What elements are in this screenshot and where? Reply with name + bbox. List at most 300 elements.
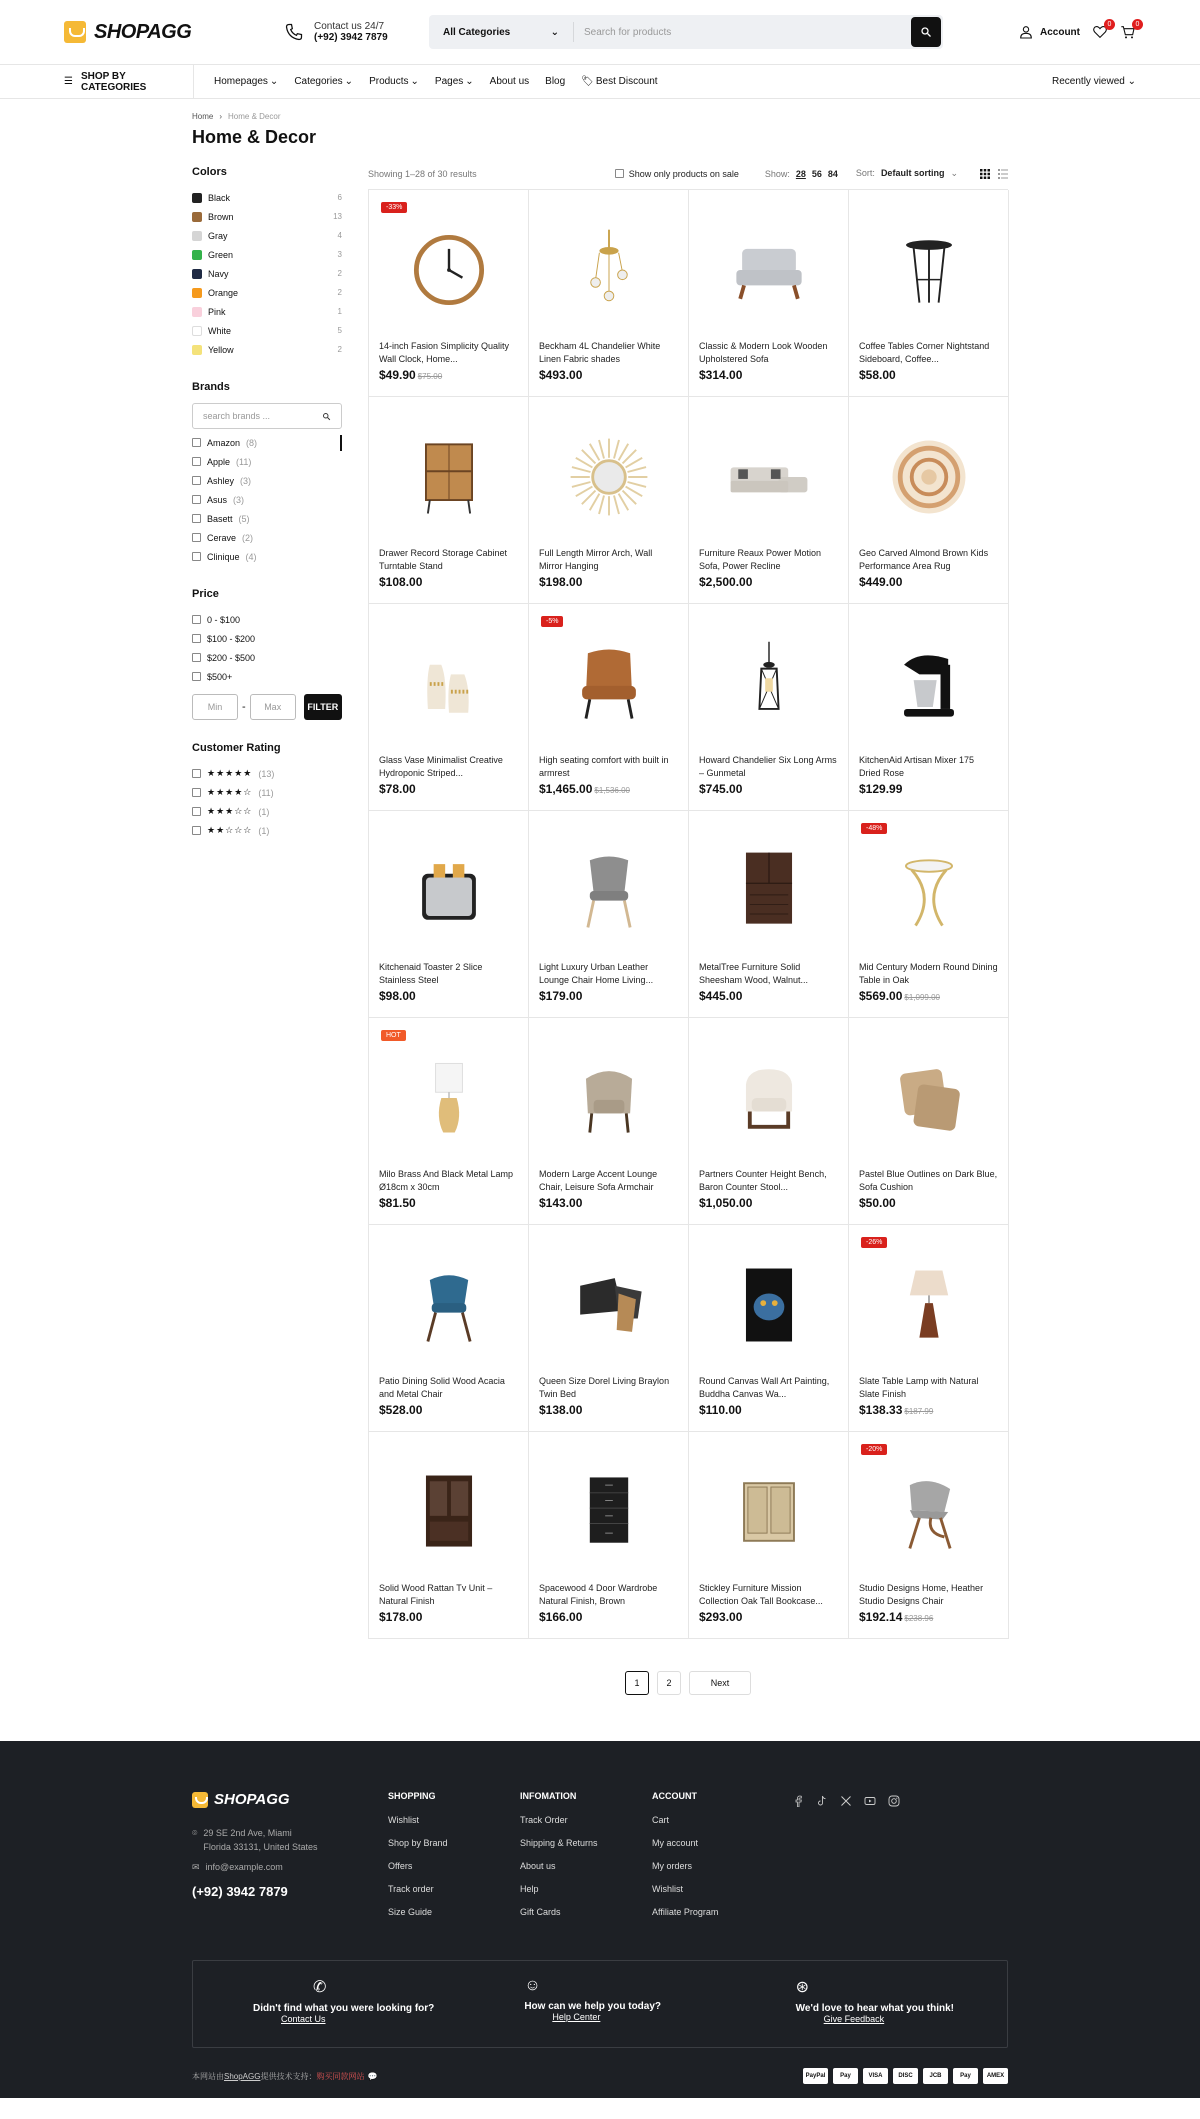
product-image[interactable] xyxy=(859,1442,998,1582)
product-name[interactable]: Partners Counter Height Bench, Baron Counter Stool... xyxy=(699,1169,827,1192)
breadcrumb-home[interactable]: Home xyxy=(192,112,214,121)
current-price: $198.00 xyxy=(539,575,583,589)
help-banner xyxy=(192,1960,1008,2048)
per-page-option[interactable]: 28 xyxy=(795,168,806,179)
product-price xyxy=(699,368,838,382)
product-card[interactable] xyxy=(849,190,1009,397)
nav-categories[interactable] xyxy=(294,76,353,87)
show-label: Show: xyxy=(764,168,790,179)
chevron-down-icon: ⌄ xyxy=(410,76,419,87)
color-name: White xyxy=(208,325,232,336)
rating-filter[interactable] xyxy=(192,783,342,802)
max-price-input[interactable]: Max xyxy=(250,694,296,720)
brand-filter-apple[interactable] xyxy=(192,452,342,471)
product-name[interactable]: Geo Carved Almond Brown Kids Performance Area Rug xyxy=(859,548,989,571)
search-icon xyxy=(322,412,331,421)
color-filter-gray[interactable] xyxy=(192,226,342,245)
product-discount-badge: -48% xyxy=(861,823,887,834)
product-price xyxy=(699,1403,838,1417)
shopagg-link[interactable]: ShopAGG xyxy=(224,2071,261,2081)
product-card[interactable] xyxy=(849,1018,1009,1225)
color-filter-brown[interactable] xyxy=(192,207,342,226)
product-name[interactable]: Milo Brass And Black Metal Lamp Ø18cm x 30cm xyxy=(379,1169,514,1192)
product-discount-badge: HOT xyxy=(381,1030,406,1041)
drawers-icon xyxy=(561,1464,657,1560)
color-filter-white[interactable] xyxy=(192,321,342,340)
footer-link[interactable]: Cart xyxy=(652,1815,670,1825)
product-image[interactable] xyxy=(699,407,838,547)
product-card[interactable] xyxy=(689,1225,849,1432)
product-image[interactable] xyxy=(859,1028,998,1168)
grid-view-icon[interactable] xyxy=(980,169,990,179)
cart-count-badge: 0 xyxy=(1132,19,1143,30)
cart-button[interactable] xyxy=(1120,21,1140,40)
product-image[interactable] xyxy=(859,407,998,547)
nav-products[interactable] xyxy=(369,76,419,87)
product-name[interactable]: Slate Table Lamp with Natural Slate Finish xyxy=(859,1376,979,1399)
recliner-icon xyxy=(561,1257,657,1353)
color-name: Navy xyxy=(208,268,229,279)
current-price: $138.33 xyxy=(859,1403,903,1417)
brand-count: (3) xyxy=(240,475,252,486)
footer-col-title: ACCOUNT xyxy=(652,1791,697,1801)
instagram-icon[interactable] xyxy=(888,1795,900,1807)
product-price xyxy=(539,989,678,1003)
sidetable-icon xyxy=(881,843,977,939)
brand-name: Cerave xyxy=(207,532,237,543)
main-nav xyxy=(0,65,1200,99)
product-image[interactable] xyxy=(379,200,518,340)
lifebuoy-icon: ⊛ xyxy=(795,1979,810,1996)
search-input[interactable]: Search for products xyxy=(584,26,672,38)
brand-name: Ashley xyxy=(207,475,235,486)
discount-tag-icon: 🏷 xyxy=(581,76,594,87)
footer-logo[interactable] xyxy=(192,1791,388,1808)
color-name: Black xyxy=(208,192,231,203)
recently-viewed-dropdown[interactable] xyxy=(1052,76,1136,87)
brand-name: Apple xyxy=(207,456,231,467)
product-card[interactable] xyxy=(529,1018,689,1225)
product-image[interactable] xyxy=(699,821,838,961)
footer-phone[interactable]: (+92) 3942 7879 xyxy=(192,1884,288,1899)
rating-count: (1) xyxy=(258,806,270,817)
product-name[interactable]: High seating comfort with built in armrest xyxy=(539,755,669,778)
product-price xyxy=(859,1403,998,1417)
color-count: 4 xyxy=(337,231,342,240)
checkbox[interactable] xyxy=(192,653,201,662)
product-price xyxy=(539,1403,678,1417)
checkbox[interactable] xyxy=(192,788,201,797)
product-image[interactable] xyxy=(859,1235,998,1375)
smile-icon: ☺ xyxy=(524,1977,541,1994)
rating-filter[interactable] xyxy=(192,764,342,783)
product-card[interactable] xyxy=(369,811,529,1018)
product-name[interactable]: Queen Size Dorel Living Braylon Twin Bed xyxy=(539,1376,670,1399)
contact-label: Contact us 24/7 xyxy=(314,21,385,32)
account-link[interactable] xyxy=(1018,24,1080,40)
footer-link[interactable]: Gift Cards xyxy=(520,1907,561,1917)
product-image[interactable] xyxy=(699,1028,838,1168)
checkbox[interactable] xyxy=(192,476,201,485)
contact-phone[interactable]: (+92) 3942 7879 xyxy=(314,32,388,43)
product-discount-badge: -26% xyxy=(861,1237,887,1248)
product-image[interactable] xyxy=(539,614,678,754)
filter-sidebar xyxy=(192,166,342,1695)
product-price xyxy=(379,782,518,796)
tiktok-icon[interactable] xyxy=(816,1795,828,1807)
product-card[interactable] xyxy=(849,397,1009,604)
nav-label: Homepages xyxy=(214,76,268,87)
product-card[interactable] xyxy=(369,1018,529,1225)
footer-link[interactable]: Affiliate Program xyxy=(652,1907,719,1917)
chandelier-icon xyxy=(561,222,657,318)
email-link[interactable]: info@example.com xyxy=(205,1862,283,1872)
product-price xyxy=(539,368,678,382)
help-box xyxy=(736,1961,1007,2047)
original-price: $75.00 xyxy=(417,372,443,381)
checkbox[interactable] xyxy=(192,672,201,681)
checkbox[interactable] xyxy=(192,457,201,466)
product-image[interactable] xyxy=(539,821,678,961)
current-price: $58.00 xyxy=(859,368,896,382)
product-name[interactable]: Full Length Mirror Arch, Wall Mirror Hanging xyxy=(539,548,653,571)
facebook-icon[interactable] xyxy=(792,1795,804,1807)
top-header xyxy=(0,0,1200,65)
brand-count: (2) xyxy=(242,532,254,543)
brand-count: (4) xyxy=(245,551,257,562)
product-image[interactable] xyxy=(379,614,518,754)
footer-col-title: INFOMATION xyxy=(520,1791,577,1801)
product-discount-badge: -33% xyxy=(381,202,407,213)
chevron-down-icon: ⌄ xyxy=(344,76,354,87)
footer-link[interactable]: My orders xyxy=(652,1861,693,1871)
product-card[interactable] xyxy=(529,190,689,397)
brand-filter-basett[interactable] xyxy=(192,509,342,528)
checkbox[interactable] xyxy=(615,169,624,178)
color-filter-yellow[interactable] xyxy=(192,340,342,359)
product-name[interactable]: Coffee Tables Corner Nightstand Sideboard, Coffee... xyxy=(859,341,990,364)
color-name: Orange xyxy=(208,287,239,298)
filter-button[interactable]: FILTER xyxy=(304,694,342,720)
product-image[interactable] xyxy=(859,200,998,340)
product-price xyxy=(379,1403,518,1417)
product-name[interactable]: Furniture Reaux Power Motion Sofa, Power Recline xyxy=(699,548,822,571)
give-feedback-link[interactable]: Give Feedback xyxy=(823,2014,885,2024)
logo-bag-icon xyxy=(64,21,86,43)
price-range-label: $200 - $500 xyxy=(207,652,256,663)
product-card[interactable] xyxy=(529,1432,689,1639)
brand-filter-asus[interactable] xyxy=(192,490,342,509)
nav-homepages[interactable] xyxy=(214,76,278,87)
checkbox[interactable] xyxy=(192,769,201,778)
checkbox[interactable] xyxy=(192,552,201,561)
product-card[interactable] xyxy=(529,604,689,811)
table-icon xyxy=(881,222,977,318)
logo-bag-icon xyxy=(192,1792,208,1808)
product-price xyxy=(699,575,838,589)
buy-site-link[interactable]: 购买同款网站 xyxy=(316,2071,365,2081)
footer-link[interactable]: My account xyxy=(652,1838,699,1848)
product-name[interactable]: Light Luxury Urban Leather Lounge Chair Home Living... xyxy=(539,962,654,985)
page-2-button[interactable]: 2 xyxy=(657,1671,681,1695)
brand-name: Asus xyxy=(207,494,228,505)
product-image[interactable] xyxy=(699,200,838,340)
per-page-option[interactable]: 56 xyxy=(811,168,822,179)
logo[interactable] xyxy=(64,21,284,44)
footer-link[interactable]: Shop by Brand xyxy=(388,1838,448,1848)
product-price xyxy=(699,989,838,1003)
checkbox[interactable] xyxy=(192,438,201,447)
product-name[interactable]: Spacewood 4 Door Wardrobe Natural Finish, Brown xyxy=(539,1583,658,1606)
product-image[interactable] xyxy=(539,1028,678,1168)
current-price: $49.90 xyxy=(379,368,416,382)
color-count: 2 xyxy=(337,269,342,278)
footer-link[interactable]: Wishlist xyxy=(652,1884,683,1894)
product-name[interactable]: Kitchenaid Toaster 2 Slice Stainless Steel xyxy=(379,962,483,985)
color-filter-orange[interactable] xyxy=(192,283,342,302)
help-title: Didn't find what you were looking for? xyxy=(253,2003,435,2014)
hutch-icon xyxy=(401,1464,497,1560)
product-card[interactable] xyxy=(849,604,1009,811)
product-name[interactable]: Drawer Record Storage Cabinet Turntable Stand xyxy=(379,548,508,571)
product-card[interactable] xyxy=(369,1225,529,1432)
sort-value: Default sorting xyxy=(880,168,945,178)
user-icon xyxy=(1018,24,1034,40)
star-rating-icon: ★★★☆☆ xyxy=(207,806,253,816)
nav-about[interactable]: About us xyxy=(489,76,530,87)
color-filter-pink[interactable] xyxy=(192,302,342,321)
help-box xyxy=(193,1961,464,2047)
price-filter[interactable] xyxy=(192,610,342,629)
product-name[interactable]: Modern Large Accent Lounge Chair, Leisure Sofa Armchair xyxy=(539,1169,658,1192)
page-1-button[interactable]: 1 xyxy=(625,1671,649,1695)
checkbox[interactable] xyxy=(192,533,201,542)
product-card[interactable] xyxy=(689,1018,849,1225)
product-name[interactable]: KitchenAid Artisan Mixer 175 Dried Rose xyxy=(859,755,975,778)
shop-by-categories-button[interactable] xyxy=(64,65,194,99)
checkbox[interactable] xyxy=(192,807,201,816)
lounge-icon xyxy=(561,843,657,939)
brand-filter-cerave[interactable] xyxy=(192,528,342,547)
checkbox[interactable] xyxy=(192,634,201,643)
product-image[interactable] xyxy=(539,1442,678,1582)
nav-blog[interactable]: Blog xyxy=(545,76,566,87)
product-card[interactable] xyxy=(529,397,689,604)
footer-link[interactable]: Size Guide xyxy=(388,1907,433,1917)
checkbox[interactable] xyxy=(192,495,201,504)
color-name: Green xyxy=(208,249,234,260)
rating-filter[interactable] xyxy=(192,802,342,821)
price-range-label: $100 - $200 xyxy=(207,633,256,644)
toaster-icon xyxy=(401,843,497,939)
product-price xyxy=(379,989,518,1003)
product-image[interactable] xyxy=(379,1028,518,1168)
wishlist-button[interactable] xyxy=(1092,21,1112,40)
product-image[interactable] xyxy=(379,821,518,961)
product-name[interactable]: Round Canvas Wall Art Painting, Buddha Canvas Wa... xyxy=(699,1376,830,1399)
checkbox[interactable] xyxy=(192,514,201,523)
product-card[interactable] xyxy=(689,811,849,1018)
color-count: 13 xyxy=(333,212,342,221)
product-card[interactable] xyxy=(849,1432,1009,1639)
address-line: Florida 33131, United States xyxy=(203,1842,318,1852)
color-filter-black[interactable] xyxy=(192,188,342,207)
color-swatch xyxy=(192,212,202,222)
product-image[interactable] xyxy=(699,614,838,754)
product-price xyxy=(699,782,838,796)
product-name[interactable]: Beckham 4L Chandelier White Linen Fabric shades xyxy=(539,341,661,364)
min-price-input[interactable]: Min xyxy=(192,694,238,720)
footer-link[interactable]: Track Order xyxy=(520,1815,568,1825)
color-filter-green[interactable] xyxy=(192,245,342,264)
color-swatch xyxy=(192,307,202,317)
product-image[interactable] xyxy=(539,407,678,547)
footer-email xyxy=(192,1860,388,1874)
footer-link[interactable]: Offers xyxy=(388,1861,413,1871)
product-card[interactable] xyxy=(689,397,849,604)
rating-count: (13) xyxy=(258,768,275,779)
per-page-option[interactable]: 84 xyxy=(827,168,838,179)
checkbox[interactable] xyxy=(192,615,201,624)
product-image[interactable] xyxy=(699,1235,838,1375)
footer-link[interactable]: Shipping & Returns xyxy=(520,1838,598,1848)
footer-link[interactable]: Help xyxy=(520,1884,539,1894)
product-name[interactable]: Glass Vase Minimalist Creative Hydroponic Striped... xyxy=(379,755,503,778)
next-page-button[interactable]: Next xyxy=(689,1671,751,1695)
brand-search-input[interactable] xyxy=(192,403,342,429)
product-name[interactable]: Classic & Modern Look Wooden Upholstered Sofa xyxy=(699,341,828,364)
current-price: $178.00 xyxy=(379,1610,423,1624)
product-image[interactable] xyxy=(539,200,678,340)
nav-best-discount[interactable] xyxy=(581,76,657,87)
search-bar xyxy=(429,15,943,49)
product-card[interactable] xyxy=(369,397,529,604)
help-box xyxy=(464,1961,735,2047)
current-price: $745.00 xyxy=(699,782,743,796)
nav-label: Best Discount xyxy=(595,76,658,87)
product-image[interactable] xyxy=(379,407,518,547)
product-price xyxy=(539,782,678,796)
product-name[interactable]: Pastel Blue Outlines on Dark Blue, Sofa Cushion xyxy=(859,1169,998,1192)
product-card[interactable] xyxy=(849,811,1009,1018)
footer-link[interactable]: Track order xyxy=(388,1884,434,1894)
boucle-icon xyxy=(721,1050,817,1146)
brand-filter-ashley[interactable] xyxy=(192,471,342,490)
color-count: 3 xyxy=(337,250,342,259)
price-filter[interactable] xyxy=(192,667,342,686)
product-name[interactable]: MetalTree Furniture Solid Sheesham Wood, Walnut... xyxy=(699,962,809,985)
armchair-icon xyxy=(561,636,657,732)
brand-count: (3) xyxy=(233,494,245,505)
current-price: $108.00 xyxy=(379,575,423,589)
product-card[interactable] xyxy=(689,190,849,397)
footer xyxy=(0,1741,1200,2098)
original-price: $187.99 xyxy=(904,1407,934,1416)
product-name[interactable]: Patio Dining Solid Wood Acacia and Metal Chair xyxy=(379,1376,505,1399)
product-name[interactable]: 14-inch Fasion Simplicity Quality Wall Clock, Home... xyxy=(379,341,510,364)
product-card[interactable] xyxy=(689,1432,849,1639)
product-name[interactable]: Studio Designs Home, Heather Studio Designs Chair xyxy=(859,1583,984,1606)
product-card[interactable] xyxy=(689,604,849,811)
help-center-link[interactable]: Help Center xyxy=(552,2012,601,2022)
brand-search-placeholder: search brands ... xyxy=(203,411,271,421)
product-card[interactable] xyxy=(849,1225,1009,1432)
product-card[interactable] xyxy=(529,811,689,1018)
product-image[interactable] xyxy=(539,1235,678,1375)
footer-col-title: SHOPPING xyxy=(388,1791,436,1801)
color-name: Yellow xyxy=(208,344,234,355)
product-card[interactable] xyxy=(529,1225,689,1432)
vase-icon xyxy=(401,636,497,732)
product-image[interactable] xyxy=(379,1442,518,1582)
product-image[interactable] xyxy=(859,614,998,754)
chevron-down-icon: ⌄ xyxy=(465,76,474,87)
product-price xyxy=(859,575,998,589)
nav-pages[interactable] xyxy=(435,76,474,87)
search-button[interactable] xyxy=(911,17,941,47)
color-swatch xyxy=(192,250,202,260)
search-icon xyxy=(920,26,932,38)
breadcrumb-separator: › xyxy=(219,112,223,121)
category-select[interactable] xyxy=(429,22,574,42)
product-price xyxy=(859,368,998,382)
recently-viewed-label: Recently viewed xyxy=(1052,76,1125,87)
footer-col-account xyxy=(652,1791,784,1930)
brand-filter-amazon[interactable] xyxy=(192,433,342,452)
sectional-icon xyxy=(721,429,817,525)
youtube-icon[interactable] xyxy=(864,1795,876,1807)
menu-icon: ☰ xyxy=(64,76,73,87)
price-filter[interactable] xyxy=(192,648,342,667)
brand-list[interactable] xyxy=(192,433,342,566)
color-filter-navy[interactable] xyxy=(192,264,342,283)
sort-dropdown[interactable] xyxy=(856,168,958,179)
rating-filter[interactable] xyxy=(192,821,342,840)
product-price xyxy=(539,1610,678,1624)
breadcrumb-current: Home & Decor xyxy=(228,112,281,121)
product-card[interactable] xyxy=(369,604,529,811)
product-image[interactable] xyxy=(379,1235,518,1375)
brand-filter-clinique[interactable] xyxy=(192,547,342,566)
product-name[interactable]: Solid Wood Rattan Tv Unit – Natural Finish xyxy=(379,1583,493,1606)
checkbox[interactable] xyxy=(192,826,201,835)
current-price: $81.50 xyxy=(379,1196,416,1210)
mirror-icon xyxy=(561,429,657,525)
product-image[interactable] xyxy=(699,1442,838,1582)
brand-count: (5) xyxy=(238,513,250,524)
brand-count: (11) xyxy=(236,456,252,467)
product-name[interactable]: Stickley Furniture Mission Collection Oak Tall Bookcase... xyxy=(699,1583,823,1606)
current-price: $445.00 xyxy=(699,989,743,1003)
product-name[interactable]: Mid Century Modern Round Dining Table in Oak xyxy=(859,962,998,985)
x-twitter-icon[interactable] xyxy=(840,1795,852,1807)
product-name[interactable]: Howard Chandelier Six Long Arms – Gunmetal xyxy=(699,755,837,778)
price-heading: Price xyxy=(192,588,219,600)
brand-count: (8) xyxy=(246,437,258,448)
product-card[interactable] xyxy=(369,190,529,397)
footer-link[interactable]: Wishlist xyxy=(388,1815,419,1825)
list-view-icon[interactable] xyxy=(998,169,1008,179)
product-image[interactable] xyxy=(859,821,998,961)
footer-link[interactable]: About us xyxy=(520,1861,556,1871)
on-sale-checkbox[interactable] xyxy=(615,169,739,179)
price-filter[interactable] xyxy=(192,629,342,648)
color-swatch xyxy=(192,326,202,336)
color-name: Gray xyxy=(208,230,228,241)
contact-us-link[interactable]: Contact Us xyxy=(281,2014,326,2024)
payment-disc-icon: DISC xyxy=(893,2068,918,2084)
product-card[interactable] xyxy=(369,1432,529,1639)
